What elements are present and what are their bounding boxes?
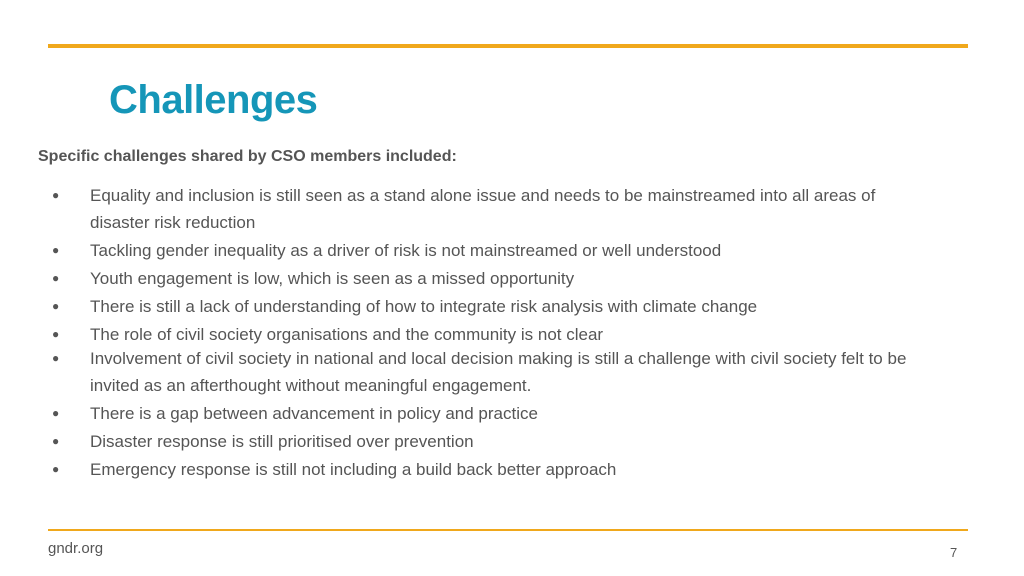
bullet-icon: ●	[52, 299, 60, 313]
bullet-icon: ●	[52, 351, 60, 365]
list-item	[52, 321, 912, 348]
list-item	[52, 182, 912, 236]
slide-title: Challenges	[109, 78, 318, 122]
bottom-divider	[48, 529, 968, 531]
bullet-icon: ●	[52, 271, 60, 285]
bullet-icon: ●	[52, 462, 60, 476]
list-item	[52, 293, 912, 320]
page-number: 7	[950, 545, 958, 560]
list-item	[52, 400, 912, 427]
list-item-text: Disaster response is still prioritised over prevention	[90, 432, 474, 451]
list-item-text: There is still a lack of understanding of how to integrate risk analysis with climate change	[90, 297, 758, 316]
list-item-text: There is a gap between advancement in policy and practice	[90, 404, 538, 423]
list-item-text: The role of civil society organisations and the community is not clear	[90, 325, 604, 344]
list-item-text: Involvement of civil society in national and local decision making is still a challenge with civil society felt to be invited as an afterthought without meaningful engagement.	[90, 349, 907, 395]
list-item-text: Emergency response is still not including a build back better approach	[90, 460, 617, 479]
list-item-text: Tackling gender inequality as a driver of risk is not mainstreamed or well understood	[90, 241, 722, 260]
list-item-text: Youth engagement is low, which is seen as a missed opportunity	[90, 269, 575, 288]
challenges-list	[52, 182, 912, 484]
list-item	[52, 428, 912, 455]
bullet-icon: ●	[52, 243, 60, 257]
list-item	[52, 265, 912, 292]
footer-site-link[interactable]: gndr.org	[48, 540, 104, 557]
list-item	[52, 345, 912, 399]
bullet-icon: ●	[52, 188, 60, 202]
bullet-icon: ●	[52, 434, 60, 448]
bullet-icon: ●	[52, 327, 60, 341]
list-item-text: Equality and inclusion is still seen as a stand alone issue and needs to be mainstreamed into all areas of disaster risk reduction	[90, 186, 876, 232]
list-item	[52, 456, 912, 483]
top-divider	[48, 44, 968, 48]
list-item	[52, 237, 912, 264]
slide-subtitle: Specific challenges shared by CSO members included:	[38, 148, 457, 165]
bullet-icon: ●	[52, 406, 60, 420]
